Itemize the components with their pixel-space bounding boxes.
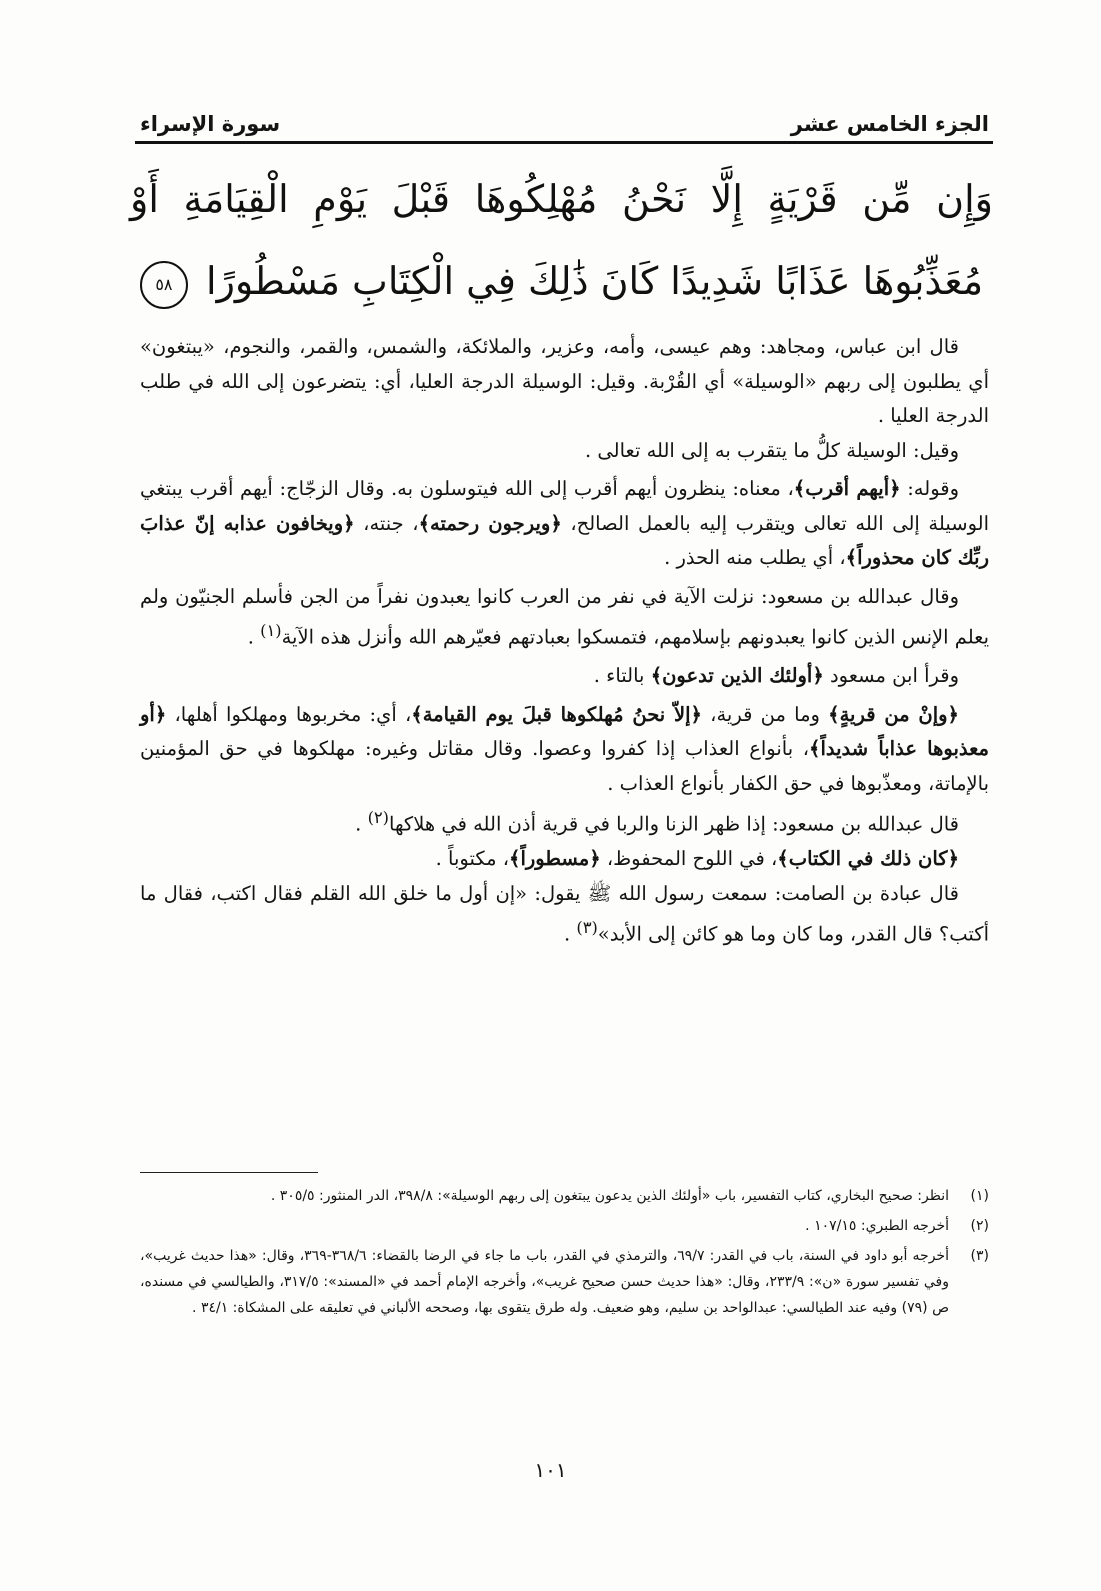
footnote-ref: (١) bbox=[260, 621, 282, 640]
footnote-ref: (٢) bbox=[367, 808, 389, 827]
text-run: ، أي: مخربوها ومهلكوا أهلها، bbox=[166, 702, 412, 726]
running-header bbox=[140, 92, 989, 136]
paragraph-2: وقيل: الوسيلة كلُّ ما يتقرب به إلى الله تعالى . bbox=[585, 438, 959, 462]
paragraph-4 bbox=[140, 580, 989, 656]
text-run: ، بأنواع العذاب إذا كفروا وعصوا. وقال مقاتل وغيره: مهلكوها في حق المؤمنين بالإماتة، ومعذّبوها في حق الكفار بأنواع العذاب . bbox=[140, 737, 989, 795]
footnote-divider bbox=[140, 1172, 318, 1173]
quran-quote: ﴿أو معذبوها عذاباً شديداً﴾ bbox=[140, 702, 989, 760]
header-surah-title: سورة الإسراء bbox=[140, 112, 281, 136]
commentary-body bbox=[140, 330, 989, 952]
header-part-title: الجزء الخامس عشر bbox=[790, 112, 989, 136]
text-run: . bbox=[355, 812, 368, 836]
paragraph-8 bbox=[140, 842, 989, 877]
paragraph-7 bbox=[140, 801, 989, 842]
footnotes bbox=[140, 1183, 989, 1325]
text-run: ، في اللوح المحفوظ، bbox=[600, 847, 778, 870]
footnote-number: (٣) bbox=[970, 1248, 989, 1264]
quran-quote: ﴿وإنْ من قريةٍ﴾ bbox=[828, 702, 959, 726]
text-run: قال عبادة بن الصامت: سمعت رسول الله ﷺ يقول: «إن أول ما خلق الله القلم فقال اكتب، فقال ما أكتب؟ قال القدر، وما كان وما هو كائن إلى الأبد» bbox=[140, 881, 989, 946]
footnote-number: (١) bbox=[970, 1188, 989, 1204]
quran-quote: ﴿كان ذلك في الكتاب﴾ bbox=[777, 847, 959, 870]
verse-text: وَإِن مِّن قَرْيَةٍ إِلَّا نَحْنُ مُهْلِكُوهَا قَبْلَ يَوْمِ الْقِيَامَةِ أَوْ مُعَذِّبُوهَا عَذَابًا شَدِيدًا كَانَ ذَٰلِكَ فِي الْكِتَابِ مَسْطُورًا bbox=[130, 177, 993, 303]
text-run: وقال عبدالله بن مسعود: نزلت الآية في نفر من العرب كانوا يعبدون نفراً من الجن فأسلم الجنيّون ولم يعلم الإنس الذين كانوا يعبدونهم بإسلامهم، فتمسكوا بعبادتهم فعيّرهم الله وأنزل هذه الآية bbox=[140, 584, 989, 649]
paragraph-5 bbox=[140, 659, 989, 694]
page-number: ١٠١ bbox=[534, 1458, 567, 1482]
text-run: . bbox=[563, 922, 577, 946]
paragraph-9 bbox=[140, 877, 989, 953]
footnote-text: أخرجه الطبري: ١٠٧/١٥ . bbox=[805, 1218, 949, 1234]
quran-quote: ﴿أيهم أقرب﴾ bbox=[793, 477, 901, 500]
quran-quote: ﴿ويرجون رحمته﴾ bbox=[418, 511, 562, 535]
text-run: بالتاء . bbox=[593, 664, 651, 687]
footnote bbox=[140, 1243, 989, 1321]
text-run: وما من قرية، bbox=[701, 702, 829, 726]
text-run: وقرأ ابن مسعود bbox=[823, 664, 959, 687]
text-run: ، أي يطلب منه الحذر . bbox=[664, 546, 846, 569]
text-run: وقوله: bbox=[900, 477, 960, 500]
text-run: قال عبدالله بن مسعود: إذا ظهر الزنا والربا في قرية أذن الله في هلاكها bbox=[389, 812, 959, 836]
header-divider bbox=[135, 141, 993, 144]
text-run: ، مكتوباً . bbox=[435, 847, 510, 870]
text-run: ، معناه: ينظرون أيهم أقرب إلى الله فيتوسلون به. وقال الزجّاج: أيهم أقرب يبتغي الوسيلة إلى الله تعالى ويتقرب إليه بالعمل الصالح، bbox=[140, 477, 989, 535]
quran-quote: ﴿أولئك الذين تدعون﴾ bbox=[650, 664, 824, 687]
paragraph-3 bbox=[140, 472, 989, 576]
quran-quote: ﴿إلاّ نحنُ مُهلكوها قبلَ يوم القيامة﴾ bbox=[411, 702, 702, 726]
footnote-number: (٢) bbox=[970, 1218, 989, 1234]
footnote-ref: (٣) bbox=[576, 918, 598, 937]
footnote bbox=[140, 1183, 989, 1209]
text-run: ، جنته، bbox=[354, 511, 419, 535]
quran-verse bbox=[130, 158, 993, 322]
paragraph-6 bbox=[140, 698, 989, 802]
footnote bbox=[140, 1213, 989, 1239]
paragraph-1: قال ابن عباس، ومجاهد: وهم عيسى، وأمه، وعزير، والملائكة، والشمس، والقمر، والنجوم، «يبتغون» أي يطلبون إلى ربهم «الوسيلة» أي القُرْبة. وقيل: الوسيلة الدرجة العليا، أي: يتضرعون إلى الله في طلب الدرجة العليا . bbox=[140, 335, 989, 427]
quran-quote: ﴿ويخافون عذابه إنّ عذابَ ربِّك كان محذوراً﴾ bbox=[140, 511, 989, 569]
text-run: . bbox=[247, 625, 261, 649]
footnote-text: انظر: صحيح البخاري، كتاب التفسير، باب «أولئك الذين يدعون يبتغون إلى ربهم الوسيلة»: ٣٩٨/٨، الدر المنثور: ٣٠٥/٥ . bbox=[270, 1188, 949, 1204]
footnote-text: أخرجه أبو داود في السنة، باب في القدر: ٦٩/٧، والترمذي في القدر، باب ما جاء في الرضا بالقضاء: ٣٦٨/٦-٣٦٩، وقال: «هذا حديث غريب»، وفي تفسير سورة «ن»: ٢٣٣/٩، وقال: «هذا حديث حسن صحيح غريب»، وأخرجه الإمام أحمد في «المسند»: ٣١٧/٥، والطيالسي في مسنده، ص (٧٩) وفيه عند الطيالسي: عبدالواحد بن سليم، وهو ضعيف. وله طرق يتقوى بها، وصححه الألباني في تعليقه على المشكاة: ٣٤/١ . bbox=[140, 1248, 949, 1316]
quran-quote: ﴿مسطوراً﴾ bbox=[509, 847, 601, 870]
ayah-number-marker: ٥٨ bbox=[140, 261, 188, 309]
